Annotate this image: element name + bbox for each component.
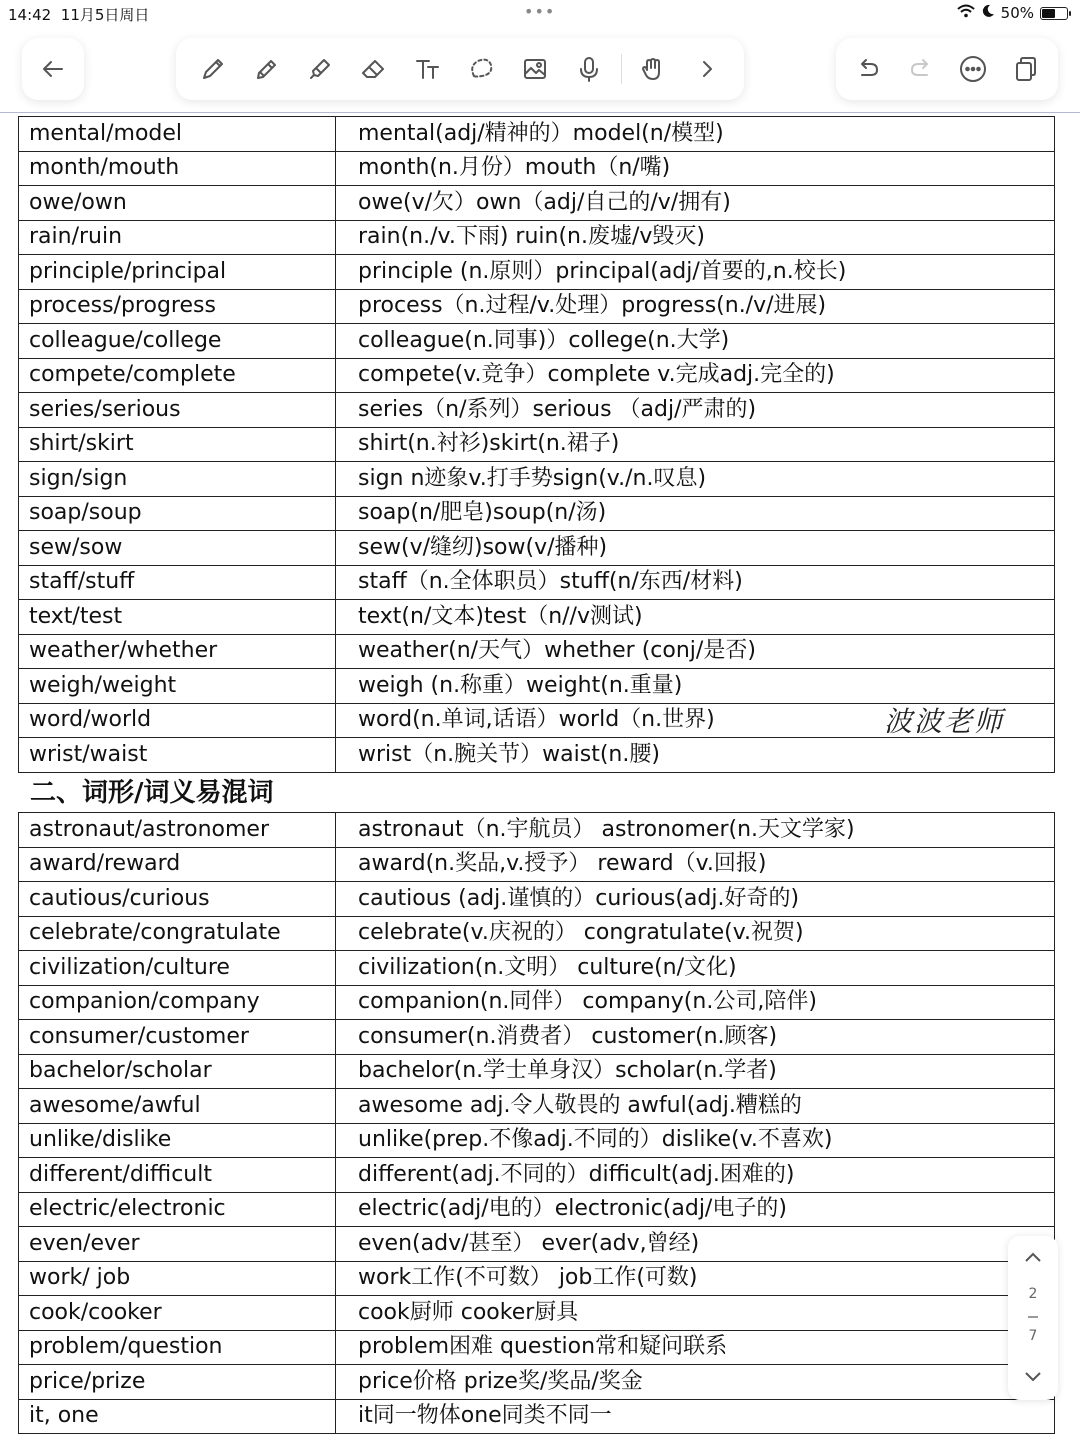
table-row	[19, 1089, 1055, 1124]
highlighter-icon[interactable]	[298, 47, 342, 91]
definition-cell: it同一物体one同类不同一	[336, 1399, 1055, 1434]
vocab-table-2	[18, 812, 1055, 1434]
table-row	[19, 324, 1055, 359]
table-row	[19, 151, 1055, 186]
image-icon[interactable]	[513, 47, 557, 91]
definition-cell: process（n.过程/v.处理）progress(n./v/进展)	[336, 289, 1055, 324]
word-pair-cell: mental/model	[19, 117, 336, 152]
word-pair-cell: astronaut/astronomer	[19, 813, 336, 848]
definition-cell: companion(n.同伴） company(n.公司,陪伴)	[336, 985, 1055, 1020]
word-pair-cell: rain/ruin	[19, 220, 336, 255]
word-pair-cell: sign/sign	[19, 462, 336, 497]
word-pair-cell: different/difficult	[19, 1158, 336, 1193]
table-row	[19, 916, 1055, 951]
definition-cell: civilization(n.文明） culture(n/文化)	[336, 951, 1055, 986]
table-row	[19, 393, 1055, 428]
word-pair-cell: colleague/college	[19, 324, 336, 359]
word-pair-cell: even/ever	[19, 1227, 336, 1262]
definition-cell: celebrate(v.庆祝的） congratulate(v.祝贺)	[336, 916, 1055, 951]
word-pair-cell: weigh/weight	[19, 669, 336, 704]
word-pair-cell: word/world	[19, 703, 336, 738]
definition-cell: weather(n/天气）whether (conj/是否)	[336, 634, 1055, 669]
handwritten-signature: 波波老师	[884, 705, 1005, 738]
moon-icon	[981, 4, 995, 22]
page-separator	[1028, 1316, 1038, 1318]
battery-level	[1042, 9, 1055, 18]
word-pair-cell: compete/complete	[19, 358, 336, 393]
table-row	[19, 1399, 1055, 1434]
definition-cell: text(n/文本)test（n//v测试)	[336, 600, 1055, 635]
table-row	[19, 847, 1055, 882]
table-row	[19, 882, 1055, 917]
word-pair-cell: celebrate/congratulate	[19, 916, 336, 951]
definition-cell: word(n.单词,话语）world（n.世界)	[336, 703, 1055, 738]
definition-cell: unlike(prep.不像adj.不同的）dislike(v.不喜欢)	[336, 1123, 1055, 1158]
definition-cell: sew(v/缝纫)sow(v/播种)	[336, 531, 1055, 566]
word-pair-cell: it, one	[19, 1399, 336, 1434]
pages-icon[interactable]	[1004, 47, 1048, 91]
total-pages: 7	[1028, 1328, 1038, 1344]
definition-cell: staff（n.全体职员）stuff(n/东西/材料)	[336, 565, 1055, 600]
battery-percent: 50%	[1000, 4, 1034, 22]
drawing-tools	[176, 38, 744, 100]
table-row	[19, 1123, 1055, 1158]
status-indicators	[957, 4, 1068, 22]
table-row	[19, 358, 1055, 393]
current-page: 2	[1028, 1286, 1038, 1302]
definition-cell: weigh (n.称重）weight(n.重量)	[336, 669, 1055, 704]
definition-cell: principle (n.原则）principal(adj/首要的,n.校长)	[336, 255, 1055, 290]
word-pair-cell: companion/company	[19, 985, 336, 1020]
definition-cell: problem困难 question常和疑问联系	[336, 1330, 1055, 1365]
undo-icon[interactable]	[846, 47, 890, 91]
word-pair-cell: problem/question	[19, 1330, 336, 1365]
word-pair-cell: principle/principal	[19, 255, 336, 290]
word-pair-cell: staff/stuff	[19, 565, 336, 600]
definition-cell: astronaut（n.宇航员） astronomer(n.天文学家)	[336, 813, 1055, 848]
word-pair-cell: electric/electronic	[19, 1192, 336, 1227]
word-pair-cell: series/serious	[19, 393, 336, 428]
definition-cell: different(adj.不同的）difficult(adj.困难的)	[336, 1158, 1055, 1193]
definition-cell: awesome adj.令人敬畏的 awful(adj.糟糕的	[336, 1089, 1055, 1124]
table-row	[19, 1365, 1055, 1400]
multitasking-dots-icon[interactable]: •••	[524, 2, 556, 21]
word-pair-cell: awesome/awful	[19, 1089, 336, 1124]
table-row	[19, 669, 1055, 704]
status-time-date: 14:42 11月5日周日	[8, 6, 150, 24]
table-row	[19, 634, 1055, 669]
back-button[interactable]	[22, 38, 84, 100]
table-row	[19, 255, 1055, 290]
section-heading: 二、词形/词义易混词	[30, 778, 274, 808]
word-pair-cell: weather/whether	[19, 634, 336, 669]
table-row	[19, 1054, 1055, 1089]
table-row	[19, 565, 1055, 600]
table-row	[19, 813, 1055, 848]
text-tool-icon[interactable]	[406, 47, 450, 91]
table-row	[19, 220, 1055, 255]
table-row	[19, 117, 1055, 152]
word-pair-cell: unlike/dislike	[19, 1123, 336, 1158]
document-actions	[836, 38, 1058, 100]
definition-cell: soap(n/肥皂)soup(n/汤)	[336, 496, 1055, 531]
word-pair-cell: cook/cooker	[19, 1296, 336, 1331]
definition-cell: cook厨师 cooker厨具	[336, 1296, 1055, 1331]
word-pair-cell: bachelor/scholar	[19, 1054, 336, 1089]
definition-cell: cautious (adj.谨慎的）curious(adj.好奇的)	[336, 882, 1055, 917]
word-pair-cell: owe/own	[19, 186, 336, 221]
wifi-icon	[957, 4, 975, 22]
table-row	[19, 186, 1055, 221]
chevron-up-icon[interactable]	[1021, 1246, 1045, 1270]
toolbar	[0, 28, 1080, 110]
word-pair-cell: work/ job	[19, 1261, 336, 1296]
definition-cell: award(n.奖品,v.授予） reward（v.回报)	[336, 847, 1055, 882]
word-pair-cell: soap/soup	[19, 496, 336, 531]
word-pair-cell: award/reward	[19, 847, 336, 882]
table-row	[19, 1296, 1055, 1331]
eraser-icon[interactable]	[352, 47, 396, 91]
definition-cell: rain(n./v.下雨) ruin(n.废墟/v毁灭)	[336, 220, 1055, 255]
table-row	[19, 531, 1055, 566]
definition-cell: colleague(n.同事)）college(n.大学)	[336, 324, 1055, 359]
table-row	[19, 1227, 1055, 1262]
pencil-icon[interactable]	[191, 47, 235, 91]
definition-cell: wrist（n.腕关节）waist(n.腰)	[336, 738, 1055, 773]
word-pair-cell: civilization/culture	[19, 951, 336, 986]
battery-icon	[1040, 7, 1068, 20]
table-row	[19, 462, 1055, 497]
toolbar-divider	[0, 112, 1080, 113]
vocab-table-1	[18, 116, 1055, 773]
word-pair-cell: text/test	[19, 600, 336, 635]
chevron-right-icon[interactable]	[685, 47, 729, 91]
chevron-down-icon[interactable]	[1021, 1364, 1045, 1388]
definition-cell: price价格 prize奖/奖品/奖金	[336, 1365, 1055, 1400]
definition-cell: work工作(不可数） job工作(可数)	[336, 1261, 1055, 1296]
word-pair-cell: sew/sow	[19, 531, 336, 566]
page-navigator	[1008, 1236, 1058, 1400]
word-pair-cell: shirt/skirt	[19, 427, 336, 462]
pen-icon[interactable]	[245, 47, 289, 91]
word-pair-cell: month/mouth	[19, 151, 336, 186]
definition-cell: even(adv/甚至） ever(adv,曾经)	[336, 1227, 1055, 1262]
word-pair-cell: wrist/waist	[19, 738, 336, 773]
status-bar	[0, 0, 1080, 28]
table-row	[19, 427, 1055, 462]
toolbar-separator	[621, 54, 622, 84]
table-row	[19, 600, 1055, 635]
arrow-left-icon[interactable]	[31, 47, 75, 91]
word-pair-cell: price/prize	[19, 1365, 336, 1400]
word-pair-cell: cautious/curious	[19, 882, 336, 917]
definition-cell: sign n迹象v.打手势sign(v./n.叹息)	[336, 462, 1055, 497]
definition-cell: series（n/系列）serious （adj/严肃的)	[336, 393, 1055, 428]
definition-cell: consumer(n.消费者） customer(n.顾客)	[336, 1020, 1055, 1055]
definition-cell: shirt(n.衬衫)skirt(n.裙子)	[336, 427, 1055, 462]
redo-icon[interactable]	[899, 47, 943, 91]
table-row	[19, 1020, 1055, 1055]
table-row	[19, 1192, 1055, 1227]
word-pair-cell: consumer/customer	[19, 1020, 336, 1055]
word-pair-cell: process/progress	[19, 289, 336, 324]
table-row	[19, 496, 1055, 531]
table-row	[19, 951, 1055, 986]
table-row	[19, 1158, 1055, 1193]
table-row	[19, 1330, 1055, 1365]
definition-cell: owe(v/欠）own（adj/自己的/v/拥有)	[336, 186, 1055, 221]
table-row	[19, 985, 1055, 1020]
definition-cell: month(n.月份）mouth（n/嘴)	[336, 151, 1055, 186]
hand-icon[interactable]	[631, 47, 675, 91]
definition-cell: mental(adj/精神的）model(n/模型)	[336, 117, 1055, 152]
definition-cell: bachelor(n.学士单身汉）scholar(n.学者)	[336, 1054, 1055, 1089]
table-row	[19, 738, 1055, 773]
table-row	[19, 289, 1055, 324]
more-icon[interactable]	[951, 47, 995, 91]
lasso-icon[interactable]	[459, 47, 503, 91]
definition-cell: compete(v.竞争）complete v.完成adj.完全的)	[336, 358, 1055, 393]
microphone-icon[interactable]	[567, 47, 611, 91]
table-row	[19, 1261, 1055, 1296]
definition-cell: electric(adj/电的）electronic(adj/电子的)	[336, 1192, 1055, 1227]
